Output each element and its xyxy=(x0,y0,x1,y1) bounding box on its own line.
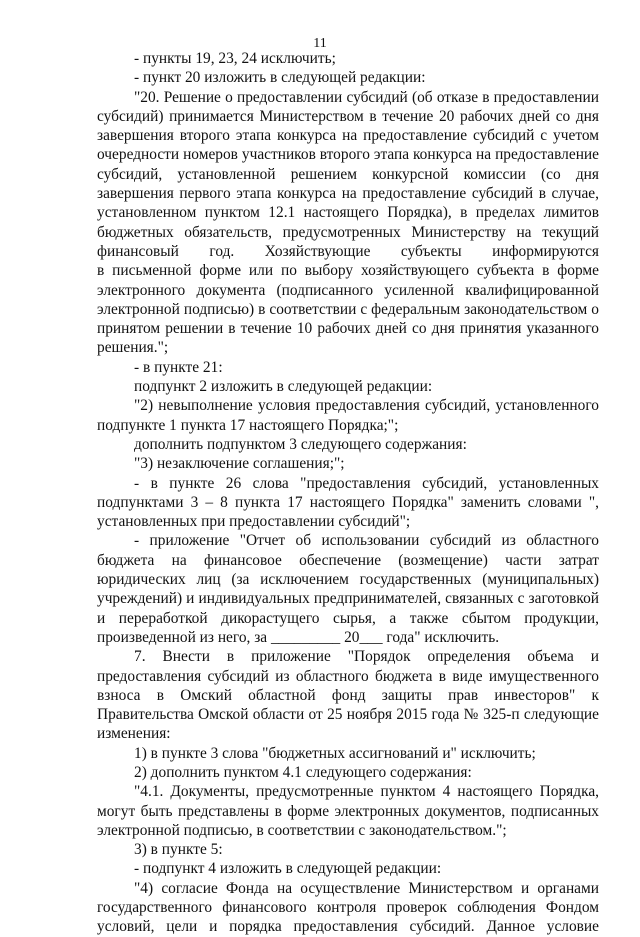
text-line: финансовый год. Хозяйствующие субъекты информируются xyxy=(97,242,599,260)
text-line: юридических лиц (за исключением государственных (муниципальных) xyxy=(97,571,599,589)
text-line: - подпункт 4 изложить в следующей редакции: xyxy=(134,860,442,878)
text-line: условий, цели и порядка предоставления субсидий. Данное условие xyxy=(97,918,599,936)
text-line: электронной подписью, в соответствии с законодательством."; xyxy=(97,821,507,839)
text-line: установленных при предоставлении субсидий"; xyxy=(97,513,411,531)
text-line: завершения второго этапа конкурса на предоставление субсидий с учетом xyxy=(97,127,599,145)
text-line: взноса в Омский областной фонд защиты прав инвесторов" к xyxy=(97,686,599,704)
text-line: и переработкой дикорастущего сырья, а также сбытом продукции, xyxy=(97,609,599,627)
text-line: принятом решении в течение 10 рабочих дней со дня принятия указанного xyxy=(97,320,599,338)
text-line: - приложение "Отчет об использовании субсидий из областного xyxy=(134,532,599,550)
text-line: Правительства Омской области от 25 ноября 2015 года № 325-п следующие xyxy=(97,706,599,724)
text-line: - пункты 19, 23, 24 исключить; xyxy=(134,50,336,67)
text-line: - в пункте 21: xyxy=(134,358,223,376)
text-line: 7. Внести в приложение "Порядок определения объема и xyxy=(134,648,599,666)
document-body xyxy=(97,49,599,937)
text-line: "4.1. Документы, предусмотренные пунктом 4 настоящего Порядка, xyxy=(134,783,599,801)
text-line: - в пункте 26 слова "предоставления субсидий, установленных xyxy=(134,474,599,492)
text-line: установленном пунктом 12.1 настоящего Порядка), в пределах лимитов xyxy=(97,204,599,222)
text-line: изменения: xyxy=(97,725,171,743)
text-line: произведенной из него, за _________ 20___ года" исключить. xyxy=(97,628,500,646)
text-line: электронного документа (подписанного усиленной квалифицированной xyxy=(97,281,599,299)
text-line: "4) согласие Фонда на осуществление Министерством и органами xyxy=(134,879,599,897)
text-line: решения."; xyxy=(97,339,169,357)
text-line: подпункт 2 изложить в следующей редакции: xyxy=(134,378,433,396)
text-line: "20. Решение о предоставлении субсидий (об отказе в предоставлении xyxy=(134,88,599,106)
text-line: субсидий) принимается Министерством в течение 20 рабочих дней со дня xyxy=(97,107,599,125)
text-line: подпунктами 3 – 8 пункта 17 настоящего Порядка" заменить словами ", xyxy=(97,493,599,511)
text-line: подпункте 1 пункта 17 настоящего Порядка;"; xyxy=(97,416,399,434)
text-line: - пункт 20 изложить в следующей редакции: xyxy=(134,69,426,87)
text-line: 3) в пункте 5: xyxy=(134,841,223,859)
text-line: в письменной форме или по выбору хозяйствующего субъекта в форме xyxy=(97,262,599,280)
text-line: 2) дополнить пунктом 4.1 следующего содержания: xyxy=(134,763,472,781)
text-line: могут быть представлены в форме электронных документов, подписанных xyxy=(97,802,599,820)
text-line: очередности номеров участников второго этапа конкурса на предоставление xyxy=(97,146,599,164)
text-line: бюджета на финансовое обеспечение (возмещение) части затрат xyxy=(97,551,599,569)
text-line: дополнить подпунктом 3 следующего содержания: xyxy=(134,435,467,453)
text-line: завершения первого этапа конкурса на предоставление субсидий в случае, xyxy=(97,185,599,203)
text-line: "3) незаключение соглашения;"; xyxy=(134,455,345,473)
text-line: учреждений) и индивидуальных предпринимателей, связанных с заготовкой xyxy=(97,590,599,608)
text-line: субсидий, установленной решением конкурсной комиссии (со дня xyxy=(97,165,599,183)
text-line: предоставления субсидий из областного бюджета в виде имущественного xyxy=(97,667,599,685)
text-line: бюджетных обязательств, предусмотренных Министерству на текущий xyxy=(97,223,599,241)
text-line: государственного финансового контроля проверок соблюдения Фондом xyxy=(97,899,599,917)
text-line: электронной подписью) в соответствии с федеральным законодательством о xyxy=(97,300,599,318)
text-line: "2) невыполнение условия предоставления субсидий, установленного xyxy=(134,397,599,415)
page-number: 11 xyxy=(313,36,327,51)
text-line: 1) в пункте 3 слова "бюджетных ассигнований и" исключить; xyxy=(134,744,536,762)
